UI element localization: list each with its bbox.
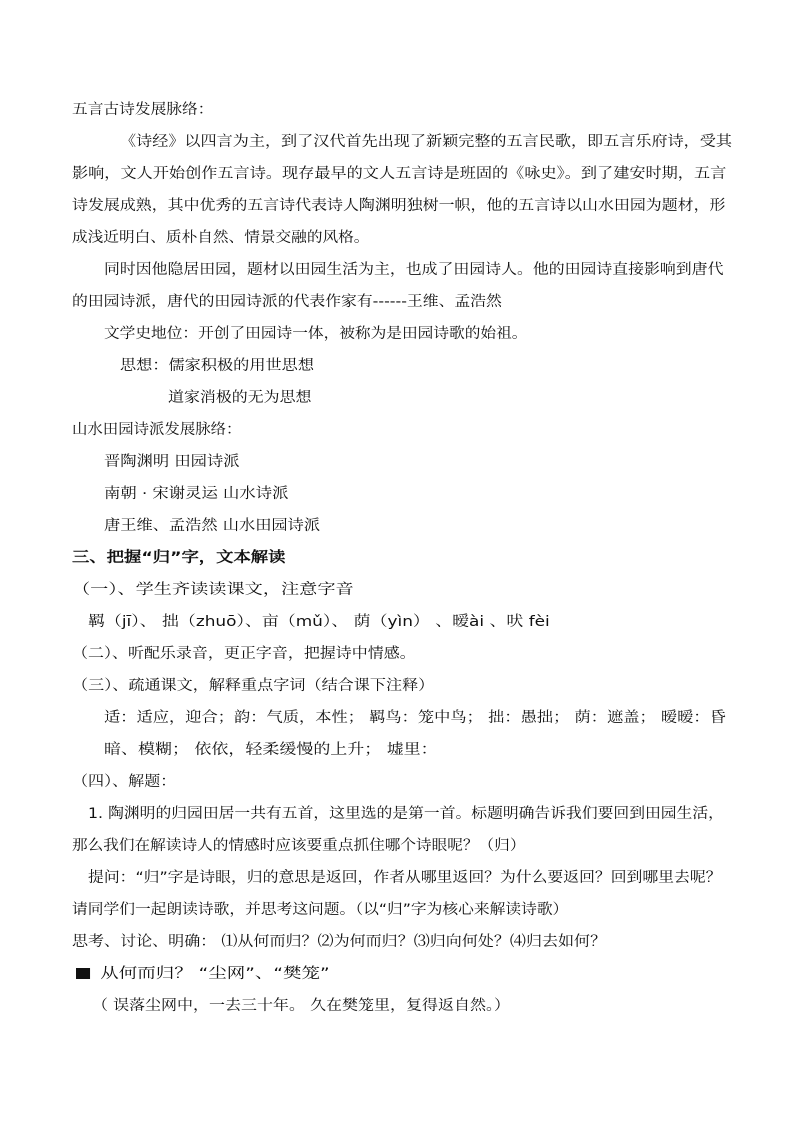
paragraph-line: 同时因他隐居田园，题材以田园生活为主，也成了田园诗人。他的田园诗直接影响到唐代 [104,262,724,278]
paragraph-line: 的田园诗派，唐代的田园诗派的代表作家有------王维、孟浩然 [72,294,502,310]
pronunciation-line: 羁（jī）、 拙（zhuō）、亩（mǔ）、 荫（yìn） 、暧ài 、吠 fèi [88,614,550,630]
square-bullet-icon [76,968,90,979]
paragraph-line: 影响，文人开始创作五言诗。现存最早的文人五言诗是班固的《咏史》。到了建安时期，五言 [72,166,727,182]
paragraph-line: 诗发展成熟，其中优秀的五言诗代表诗人陶渊明独树一帜，他的五言诗以山水田园为题材，形 [72,198,726,214]
lineage-item: 唐王维、孟浩然 山水田园诗派 [104,518,321,534]
quote-line: （ 误落尘网中，一去三十年。 久在樊笼里，复得返自然。） [92,998,510,1014]
paragraph-line: 成浅近明白、质朴自然、情景交融的风格。 [72,230,370,246]
thought-line: 道家消极的无为思想 [168,390,312,406]
heading-shanshui: 山水田园诗派发展脉络： [72,422,242,438]
subsection-heading: （二）、听配乐录音，更正字音，把握诗中情感。 [72,646,416,662]
lineage-item: 晋陶渊明 田园诗派 [104,454,240,470]
bullet-text: 从何而归？ “尘网”、“樊笼” [100,966,330,982]
question-line: 请同学们一起朗读诗歌，并思考这问题。（以“归”字为核心来解读诗歌） [72,902,569,918]
heading-wuyan: 五言古诗发展脉络： [72,102,214,118]
subsection-heading: （三）、疏通课文，解释重点字词（结合课下注释） [72,678,435,694]
bullet-item [76,964,330,984]
vocab-line: 暗、模糊； 依依，轻柔缓慢的上升； 墟里： [104,742,438,758]
subsection-heading: （四）、解题： [72,774,177,790]
lineage-item: 南朝 · 宋谢灵运 山水诗派 [104,486,289,502]
paragraph-line: 《诗经》以四言为主，到了汉代首先出现了新颖完整的五言民歌，即五言乐府诗，受其 [120,134,732,150]
paragraph-line: 文学史地位：开创了田园诗一体，被称为是田园诗歌的始祖。 [104,326,528,342]
paragraph-line: 那么我们在解读诗人的情感时应该要重点抓住哪个诗眼呢？（归） [72,838,526,854]
subsection-heading: （一）、学生齐读读课文，注意字音 [72,582,354,598]
question-line: 提问：“归”字是诗眼，归的意思是返回，作者从哪里返回？为什么要返回？回到哪里去呢？ [88,870,722,886]
vocab-line: 适：适应，迎合；韵：气质，本性； 羁鸟：笼中鸟； 拙：愚拙； 荫：遮盖； 暧暧：昏 [104,710,726,726]
discussion-line: 思考、讨论、明确： ⑴从何而归？⑵为何而归？⑶归向何处？⑷归去如何？ [72,934,607,950]
paragraph-line: 1. 陶渊明的归园田居一共有五首，这里选的是第一首。标题明确告诉我们要回到田园生活， [88,806,724,822]
thought-line: 思想：儒家积极的用世思想 [120,358,314,374]
section-heading: 三、把握“归”字，文本解读 [72,550,286,566]
